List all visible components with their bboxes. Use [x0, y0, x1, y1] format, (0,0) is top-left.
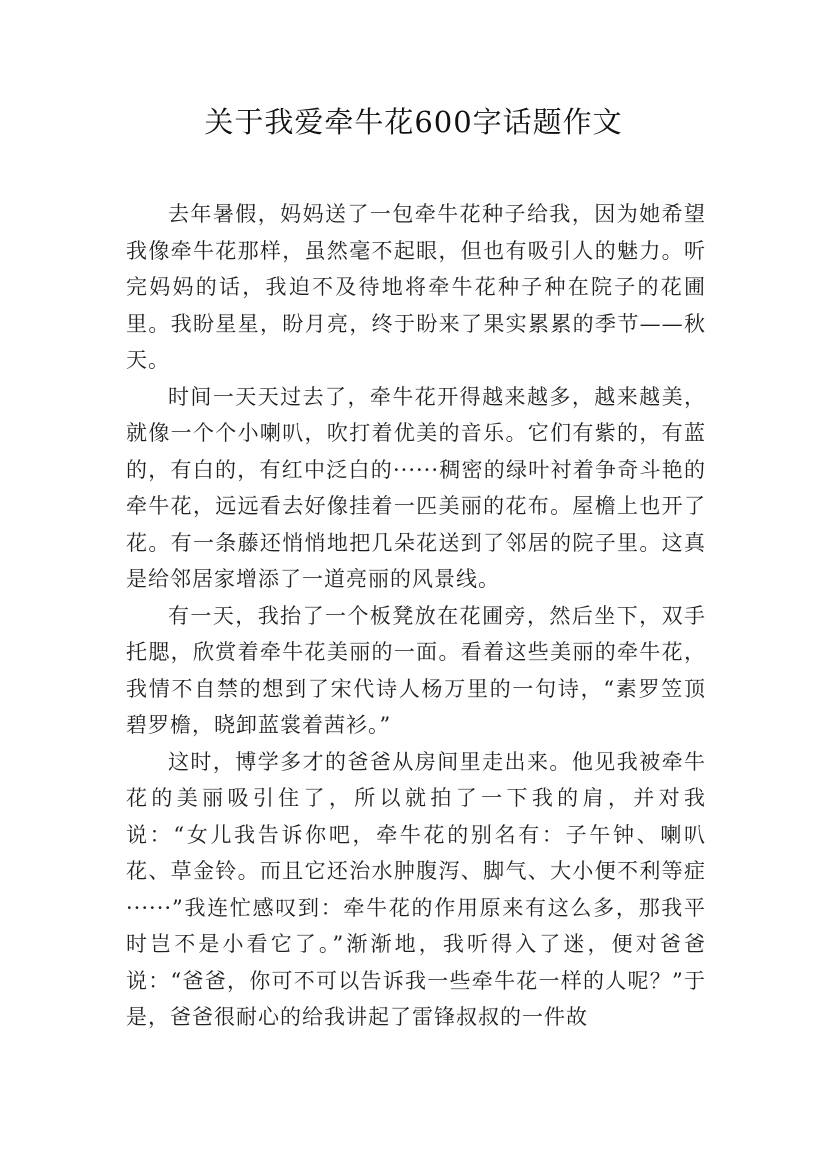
paragraph-1: 去年暑假，妈妈送了一包牵牛花种子给我，因为她希望我像牵牛花那样，虽然毫不起眼，但也有吸引人的魅力。听完妈妈的话，我迫不及待地将牵牛花种子种在院子的花圃里。我盼星星，盼月亮，终于盼来了果实累累的季节——秋天。	[126, 202, 706, 372]
essay-body	[126, 196, 706, 1036]
paragraph-2: 时间一天天过去了，牵牛花开得越来越多，越来越美，就像一个个小喇叭，吹打着优美的音乐。它们有紫的，有蓝的，有白的，有红中泛白的······稠密的绿叶衬着争奇斗艳的牵牛花，远远看去好像挂着一匹美丽的花布。屋檐上也开了花。有一条藤还悄悄地把几朵花送到了邻居的院子里。这真是给邻居家增添了一道亮丽的风景线。	[126, 384, 706, 591]
page-title: 关于我爱牵牛花600字话题作文	[204, 105, 623, 139]
paragraph-4: 这时，博学多才的爸爸从房间里走出来。他见我被牵牛花的美丽吸引住了，所以就拍了一下我的肩，并对我说：“女儿我告诉你吧，牵牛花的别名有：子午钟、喇叭花、草金铃。而且它还治水肿腹泻、脚气、大小便不利等症······”我连忙感叹到：牵牛花的作用原来有这么多，那我平时岂不是小看它了。”渐渐地，我听得入了迷，便对爸爸说：“爸爸，你可不可以告诉我一些牵牛花一样的人呢？”于是，爸爸很耐心的给我讲起了雷锋叔叔的一件故	[126, 749, 706, 1029]
paragraph-3: 有一天，我抬了一个板凳放在花圃旁，然后坐下，双手托腮，欣赏着牵牛花美丽的一面。看着这些美丽的牵牛花，我情不自禁的想到了宋代诗人杨万里的一句诗，“素罗笠顶碧罗檐，晓卸蓝裳着茜衫。”	[126, 603, 706, 737]
